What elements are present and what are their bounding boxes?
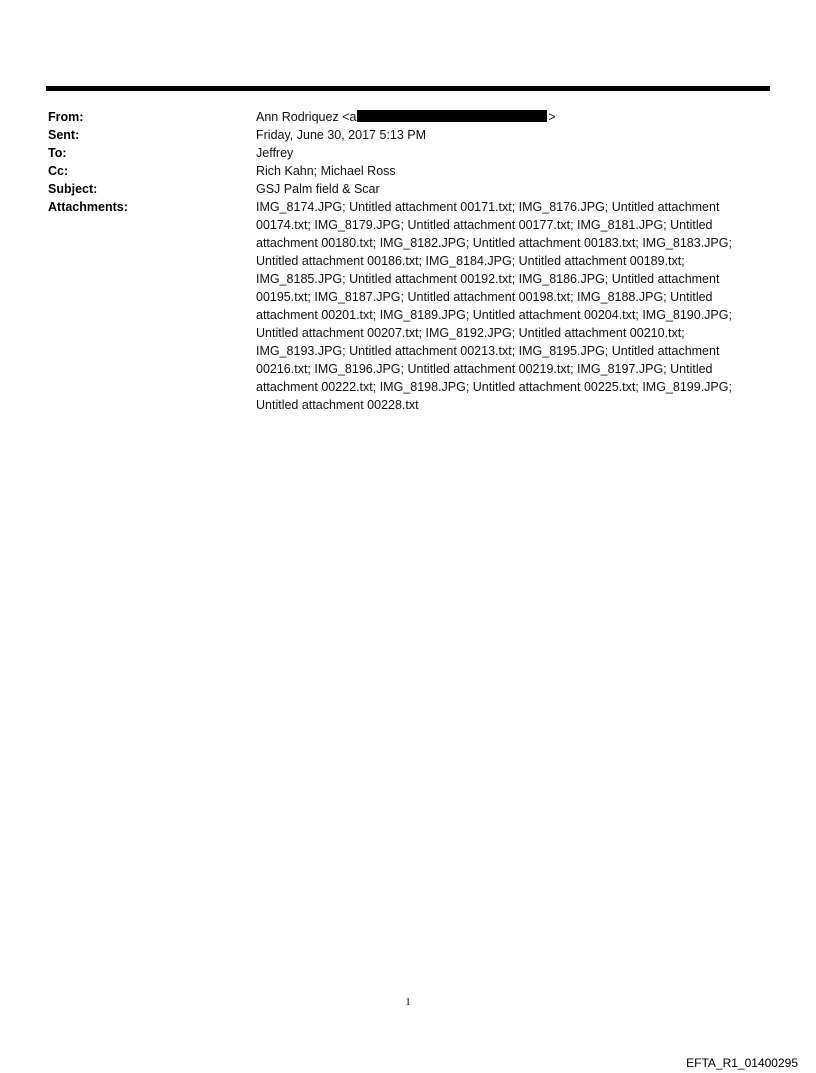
sent-row [48,126,758,144]
from-label: From: [48,110,84,124]
subject-row [48,180,758,198]
from-row [48,108,758,126]
header-divider [46,86,770,91]
to-label: To: [48,146,67,160]
subject-value: GSJ Palm field & Scar [256,182,380,196]
sent-label: Sent: [48,128,80,142]
from-name: Ann Rodriquez <a [256,110,357,124]
cc-label: Cc: [48,164,69,178]
cc-row [48,162,758,180]
page-number: 1 [405,996,411,1008]
attachments-label: Attachments: [48,200,128,214]
subject-label: Subject: [48,182,98,196]
attachments-list: IMG_8174.JPG; Untitled attachment 00171.txt; IMG_8176.JPG; Untitled attachment 00174.txt; IMG_8179.JPG; Untitled attachment 00177.txt; IMG_8181.JPG; Untitled attachment 00180.txt; IMG_8182.JPG; Untitled attachment 00183.txt; IMG_8183.JPG; Untitled attachment 00186.txt; IMG_8184.JPG; Untitled attachment 00189.txt; IMG_8185.JPG; Untitled attachment 00192.txt; IMG_8186.JPG; Untitled attachment 00195.txt; IMG_8187.JPG; Untitled attachment 00198.txt; IMG_8188.JPG; Untitled attachment 00201.txt; IMG_8189.JPG; Untitled attachment 00204.txt; IMG_8190.JPG; Untitled attachment 00207.txt; IMG_8192.JPG; Untitled attachment 00210.txt; IMG_8193.JPG; Untitled attachment 00213.txt; IMG_8195.JPG; Untitled attachment 00216.txt; IMG_8196.JPG; Untitled attachment 00219.txt; IMG_8197.JPG; Untitled attachment 00222.txt; IMG_8198.JPG; Untitled attachment 00225.txt; IMG_8199.JPG; Untitled attachment 00228.txt [256,200,732,412]
cc-value: Rich Kahn; Michael Ross [256,164,396,178]
from-value [256,108,758,126]
from-email-close: > [548,110,556,124]
to-value: Jeffrey [256,146,294,160]
attachments-row [48,198,758,414]
redaction-bar [357,110,547,122]
document-id: EFTA_R1_01400295 [686,1056,798,1070]
email-header [48,108,758,414]
to-row [48,144,758,162]
sent-value: Friday, June 30, 2017 5:13 PM [256,128,427,142]
